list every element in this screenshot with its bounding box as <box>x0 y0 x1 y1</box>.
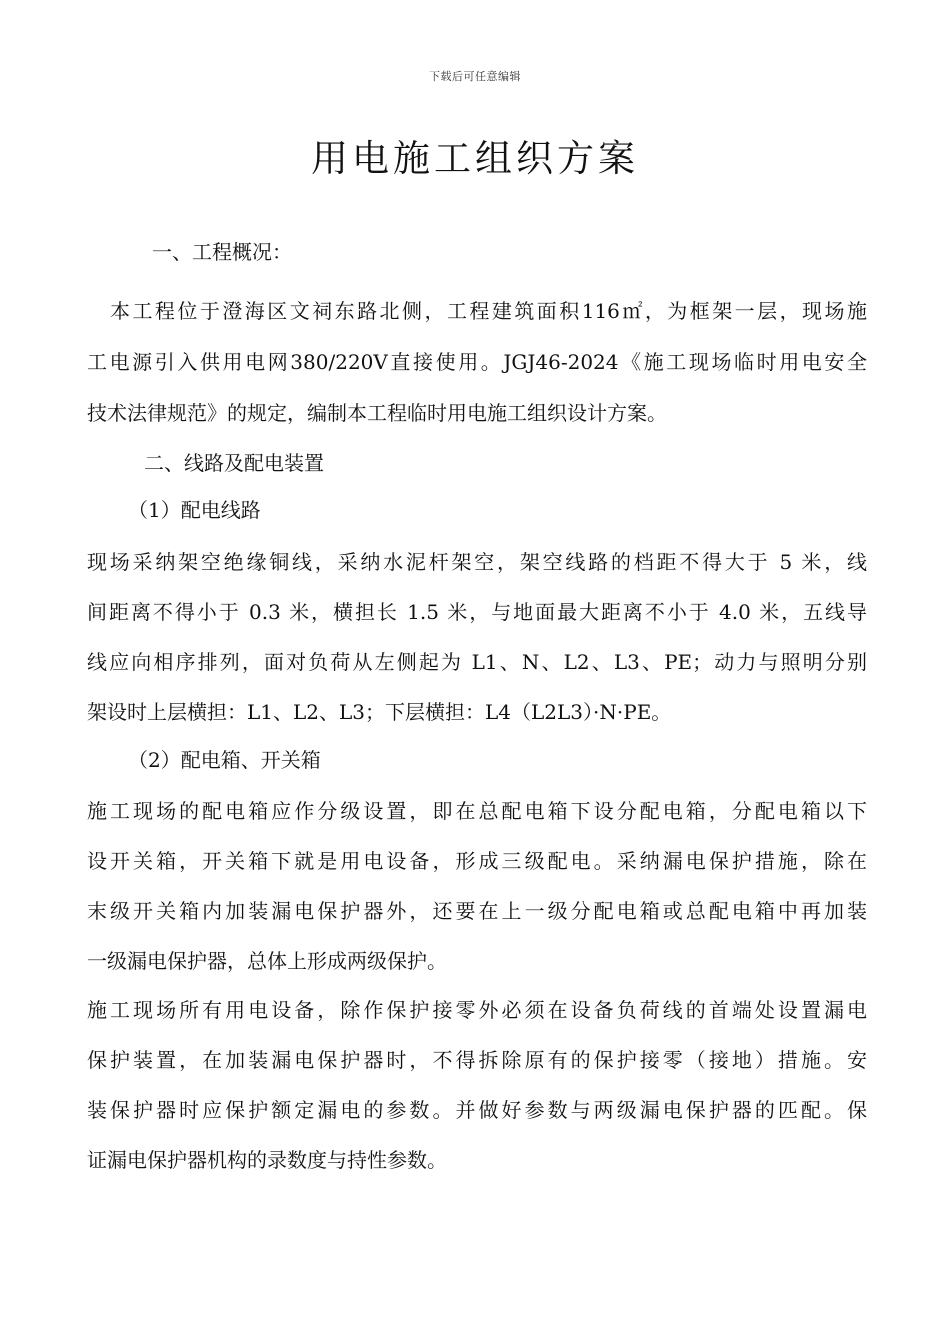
section-1-paragraph-line: 本工程位于澄海区文祠东路北侧，工程建筑面积116㎡，为框架一层，现场施 <box>110 299 867 323</box>
section-1-paragraph-line: 技术法律规范》的规定，编制本工程临时用电施工组织设计方案。 <box>87 401 667 425</box>
section-1-heading: 一、工程概况： <box>152 240 292 264</box>
leakage-protection-paragraph-line: 保护装置，在加装漏电保护器时，不得拆除原有的保护接零（接地）措施。安 <box>87 1048 867 1072</box>
document-title: 用电施工组织方案 <box>311 137 639 180</box>
distribution-lines-paragraph-line: 线应向相序排列，面对负荷从左侧起为 L1、N、L2、L3、PE；动力与照明分别 <box>87 650 867 674</box>
distribution-boxes-paragraph-line: 施工现场的配电箱应作分级设置，即在总配电箱下设分配电箱，分配电箱以下 <box>87 799 867 823</box>
subsection-distribution-lines-heading: （1）配电线路 <box>128 498 261 522</box>
header-note: 下载后可任意编辑 <box>429 70 521 83</box>
leakage-protection-paragraph-line: 施工现场所有用电设备，除作保护接零外必须在设备负荷线的首端处设置漏电 <box>87 998 867 1022</box>
distribution-boxes-paragraph-line: 设开关箱，开关箱下就是用电设备，形成三级配电。采纳漏电保护措施，除在 <box>87 849 867 873</box>
subsection-distribution-boxes-heading: （2）配电箱、开关箱 <box>128 748 321 772</box>
distribution-boxes-paragraph-line: 末级开关箱内加装漏电保护器外，还要在上一级分配电箱或总配电箱中再加装 <box>87 899 867 923</box>
distribution-lines-paragraph-line: 现场采纳架空绝缘铜线，采纳水泥杆架空，架空线路的档距不得大于 5 米，线 <box>87 550 867 574</box>
section-1-paragraph-line: 工电源引入供用电网380/220V直接使用。JGJ46-2024《施工现场临时用电安全 <box>87 350 867 374</box>
leakage-protection-paragraph-line: 证漏电保护器机构的录数度与持性参数。 <box>87 1148 447 1172</box>
section-2-heading: 二、线路及配电装置 <box>144 451 324 475</box>
distribution-lines-paragraph-line: 架设时上层横担：L1、L2、L3；下层横担：L4（L2L3）·N·PE。 <box>87 700 672 724</box>
distribution-lines-paragraph-line: 间距离不得小于 0.3 米，横担长 1.5 米，与地面最大距离不小于 4.0 米，五线导 <box>87 600 867 624</box>
distribution-boxes-paragraph-line: 一级漏电保护器，总体上形成两级保护。 <box>87 949 447 973</box>
leakage-protection-paragraph-line: 装保护器时应保护额定漏电的参数。并做好参数与两级漏电保护器的匹配。保 <box>87 1098 867 1122</box>
